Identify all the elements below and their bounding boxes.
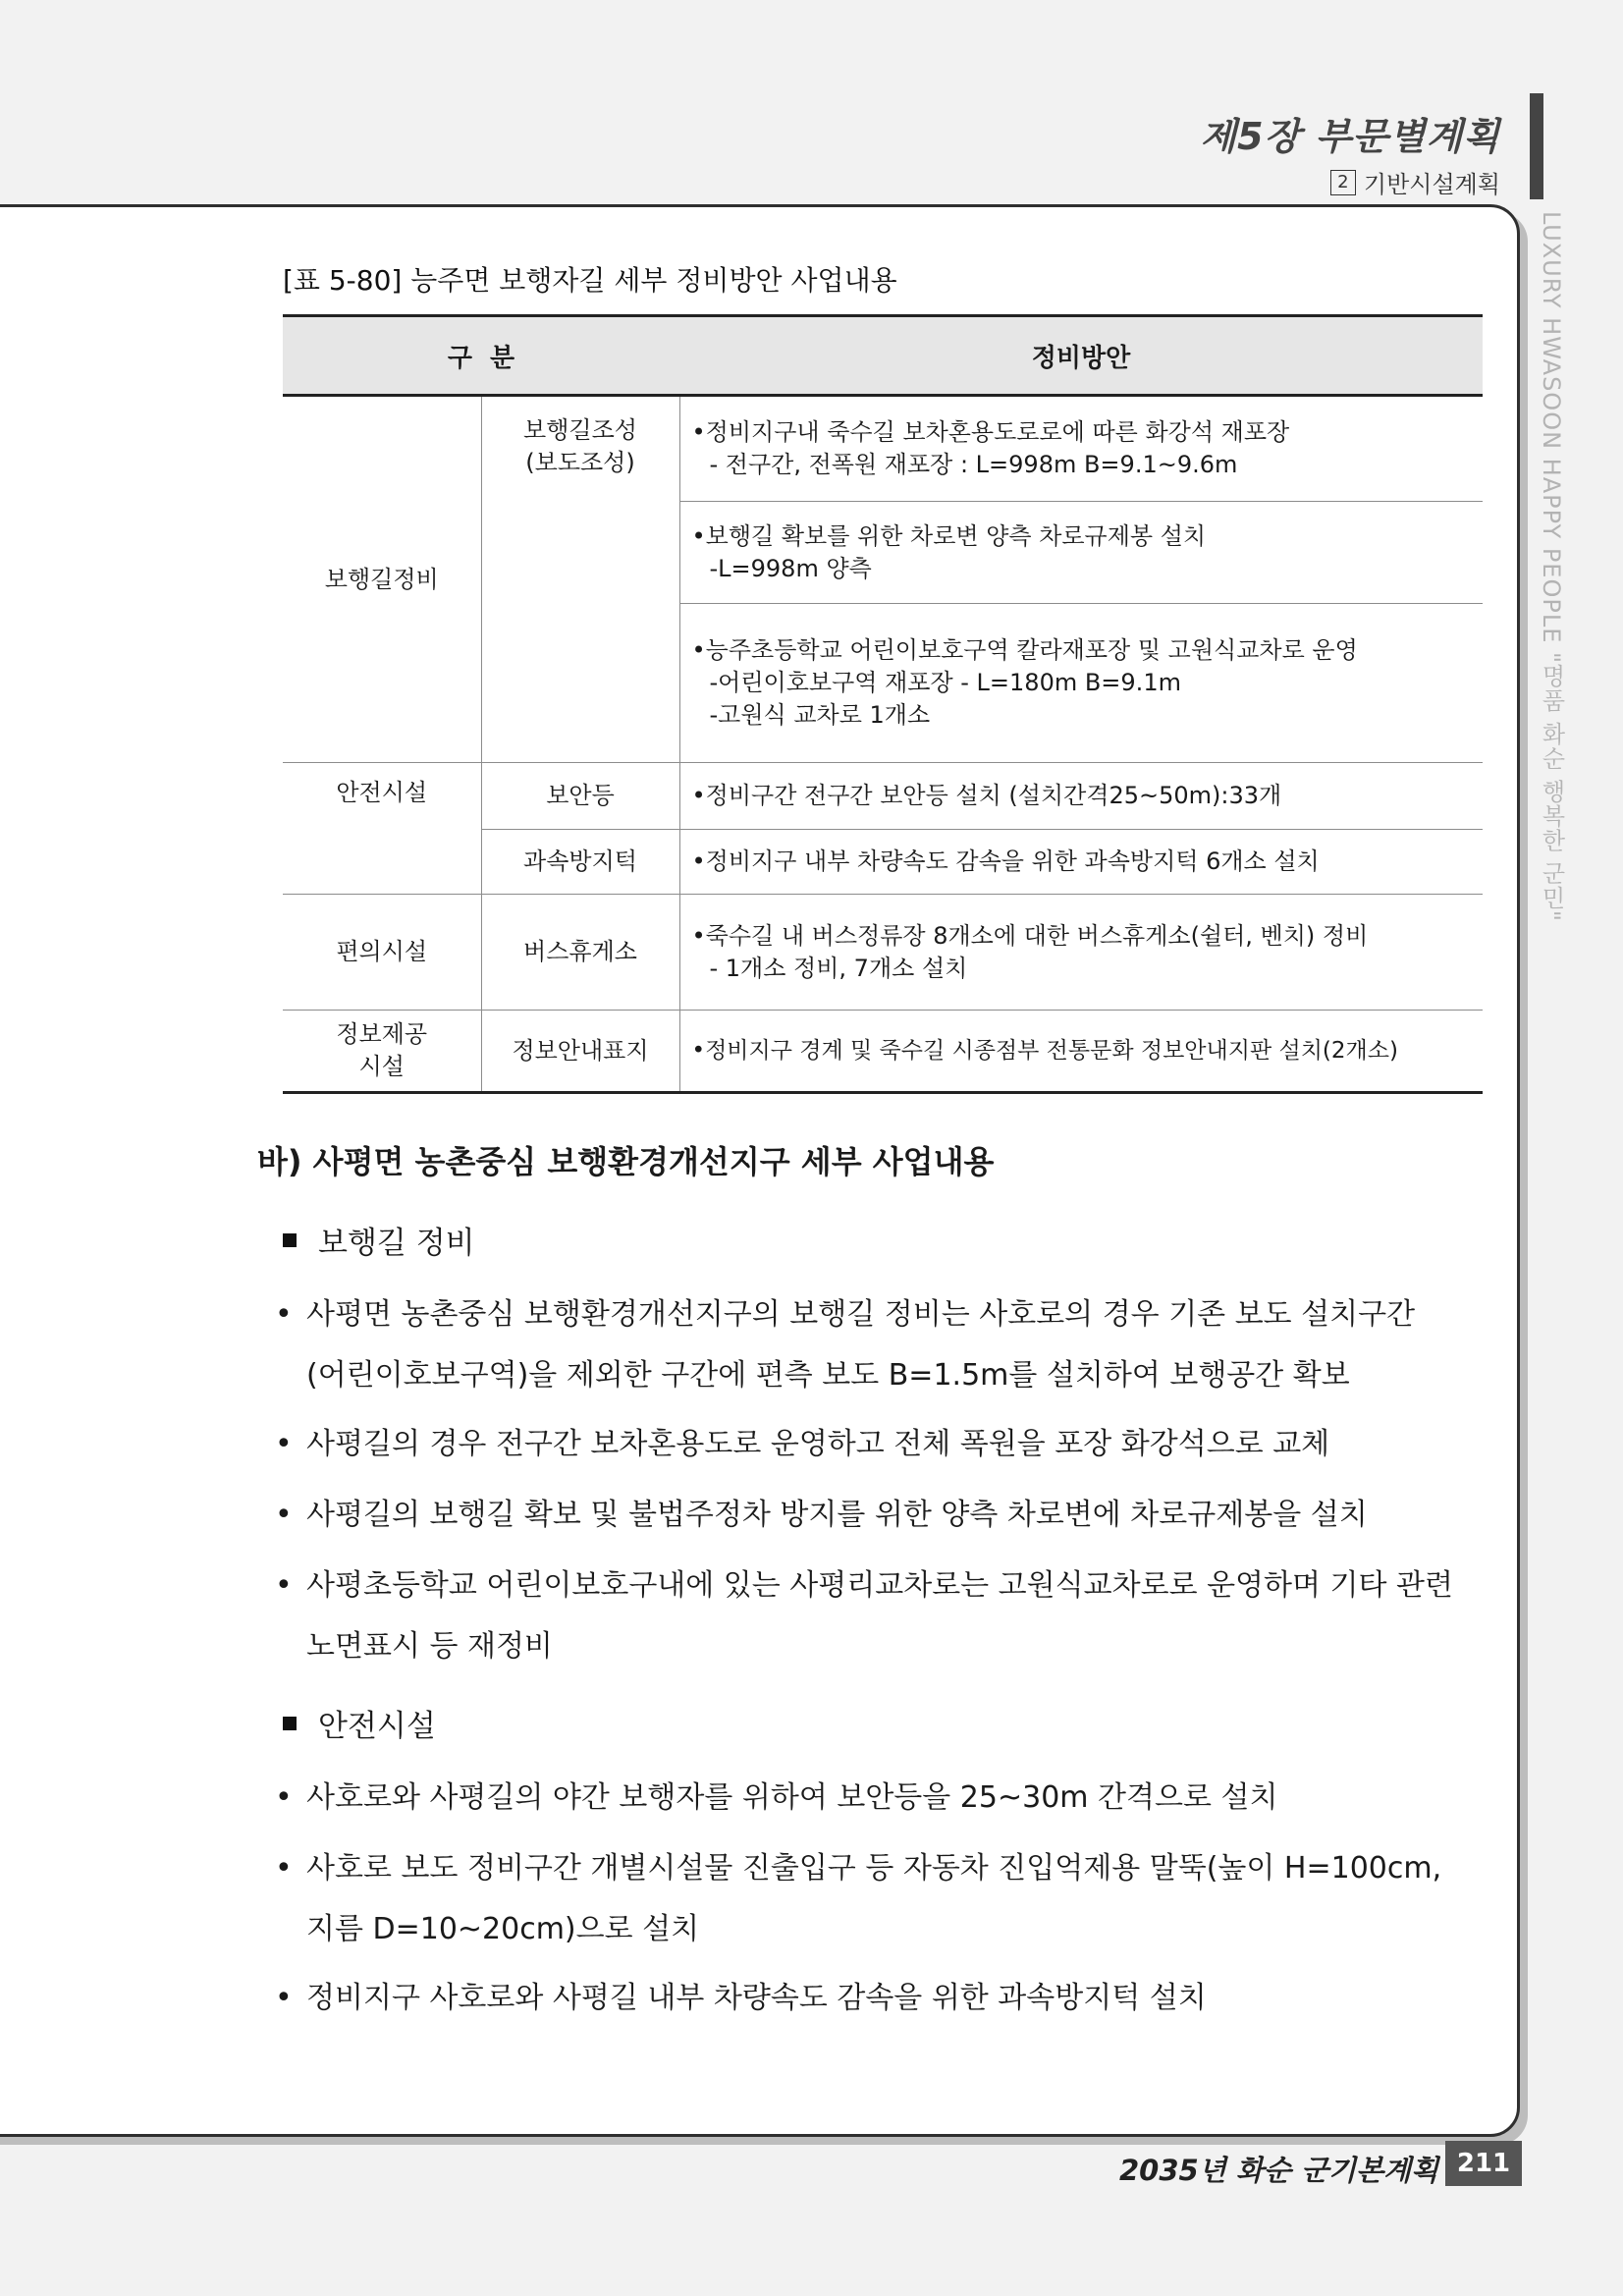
list-item-text: 정비지구 사호로와 사평길 내부 차량속도 감속을 위한 과속방지턱 설치 [306, 1981, 1207, 2015]
table-caption: [표 5-80] 능주면 보행자길 세부 정비방안 사업내용 [283, 264, 897, 297]
bullet-icon: • [275, 1981, 293, 2015]
list-item-text: 사호로와 사평길의 야간 보행자를 위하여 보안등을 25~30m 간격으로 설치 [306, 1780, 1278, 1815]
plan-subtext: - 1개소 정비, 7개소 설치 [709, 954, 968, 982]
plan-cell [679, 895, 1483, 1011]
subheading-label: 보행길 정비 [318, 1226, 475, 1261]
table-header-row [283, 316, 1483, 396]
plan-cell [679, 502, 1483, 604]
plan-text: •보행길 확보를 위한 차로변 양측 차로규제봉 설치 [691, 521, 1207, 550]
plan-cell: •정비지구 내부 차량속도 감속을 위한 과속방지턱 6개소 설치 [679, 830, 1483, 895]
bullet-icon: • [275, 1297, 293, 1332]
header-plan: 정비방안 [679, 316, 1483, 396]
section-number-box: 2 [1330, 170, 1356, 195]
list-item-text: 사평길의 경우 전구간 보차혼용도로 운영하고 전체 폭원을 포장 화강석으로 교체 [306, 1427, 1330, 1461]
plan-subtext: -고원식 교차로 1개소 [709, 701, 931, 729]
plan-subtext: -어린이호보구역 재포장 - L=180m B=9.1m [709, 669, 1181, 696]
table-row [283, 895, 1483, 1011]
page-number: 211 [1445, 2141, 1522, 2186]
plan-text: •능주초등학교 어린이보호구역 칼라재포장 및 고원식교차로 운영 [691, 636, 1358, 664]
bullet-icon: • [275, 1498, 293, 1532]
subcategory-cell: 보안등 [481, 763, 679, 830]
subheading-safety [283, 1701, 436, 1745]
table-row [283, 396, 1483, 502]
subcategory-cell: 과속방지턱 [481, 830, 679, 895]
list-item [275, 1285, 1453, 1406]
category-cell: 정보제공 시설 [283, 1011, 481, 1093]
list-item [275, 1485, 1453, 1546]
chapter-title: 제5장 부문별계획 [1200, 115, 1500, 158]
list-item-text: 사호로 보도 정비구간 개별시설물 진출입구 등 자동차 진입억제용 말뚝(높이 H=100cm, 지름 D=10~20cm)으로 설치 [306, 1851, 1442, 1946]
subcategory-cell: 정보안내표지 [481, 1011, 679, 1093]
category-cell: 편의시설 [283, 895, 481, 1011]
plan-cell [679, 396, 1483, 502]
list-item [275, 1968, 1453, 2029]
list-item-text: 사평초등학교 어린이보호구내에 있는 사평리교차로는 고원식교차로로 운영하며 기타 관련 노면표시 등 재정비 [306, 1568, 1453, 1664]
subheading-walkway [283, 1218, 475, 1262]
subcategory-cell: 보행길조성 (보도조성) [481, 396, 679, 763]
subheading-label: 안전시설 [318, 1709, 436, 1744]
plan-text: •죽수길 내 버스정류장 8개소에 대한 버스휴게소(쉴터, 벤치) 정비 [691, 921, 1369, 950]
bullet-icon: • [275, 1568, 293, 1603]
table-row [283, 763, 1483, 830]
list-item [275, 1838, 1453, 1960]
plan-subtext: - 전구간, 전폭원 재포장 : L=998m B=9.1~9.6m [709, 451, 1238, 478]
plan-subtext: -L=998m 양측 [709, 554, 872, 582]
list-item-text: 사평면 농촌중심 보행환경개선지구의 보행길 정비는 사호로의 경우 기존 보도 설치구간 (어린이호보구역)을 제외한 구간에 편측 보도 B=1.5m를 설치하여 보행공간 확보 [306, 1297, 1416, 1393]
bullet-icon: • [275, 1851, 293, 1886]
bullet-icon: • [275, 1427, 293, 1461]
footer-title: 2035년 화순 군기본계획 [1119, 2154, 1439, 2187]
plan-table [283, 314, 1483, 1094]
list-item [275, 1556, 1453, 1677]
list-item-text: 사평길의 보행길 확보 및 불법주정차 방지를 위한 양측 차로변에 차로규제봉을 설치 [306, 1498, 1368, 1532]
subcategory-cell: 버스휴게소 [481, 895, 679, 1011]
category-cell: 보행길정비 [283, 396, 481, 763]
square-bullet-icon [283, 1717, 297, 1730]
side-slogan: LUXURY HWASOON HAPPY PEOPLE "명품 화순 행복한 군민" [1538, 211, 1565, 922]
header-category: 구 분 [283, 316, 679, 396]
square-bullet-icon [283, 1233, 297, 1247]
table-row [283, 1011, 1483, 1093]
list-item [275, 1414, 1453, 1475]
plan-cell: •정비구간 전구간 보안등 설치 (설치간격25~50m):33개 [679, 763, 1483, 830]
header-accent-bar [1530, 93, 1543, 199]
plan-cell: •정비지구 경계 및 죽수길 시종점부 전통문화 정보안내지판 설치(2개소) [679, 1011, 1483, 1093]
section-subtitle [1330, 165, 1500, 199]
section-label: 기반시설계획 [1363, 171, 1500, 198]
bullet-icon: • [275, 1780, 293, 1815]
plan-cell [679, 604, 1483, 763]
section-heading: 바) 사평면 농촌중심 보행환경개선지구 세부 사업내용 [257, 1143, 995, 1180]
category-cell: 안전시설 [283, 763, 481, 895]
list-item [275, 1768, 1453, 1829]
plan-text: •정비지구내 죽수길 보차혼용도로로에 따른 화강석 재포장 [691, 418, 1290, 446]
